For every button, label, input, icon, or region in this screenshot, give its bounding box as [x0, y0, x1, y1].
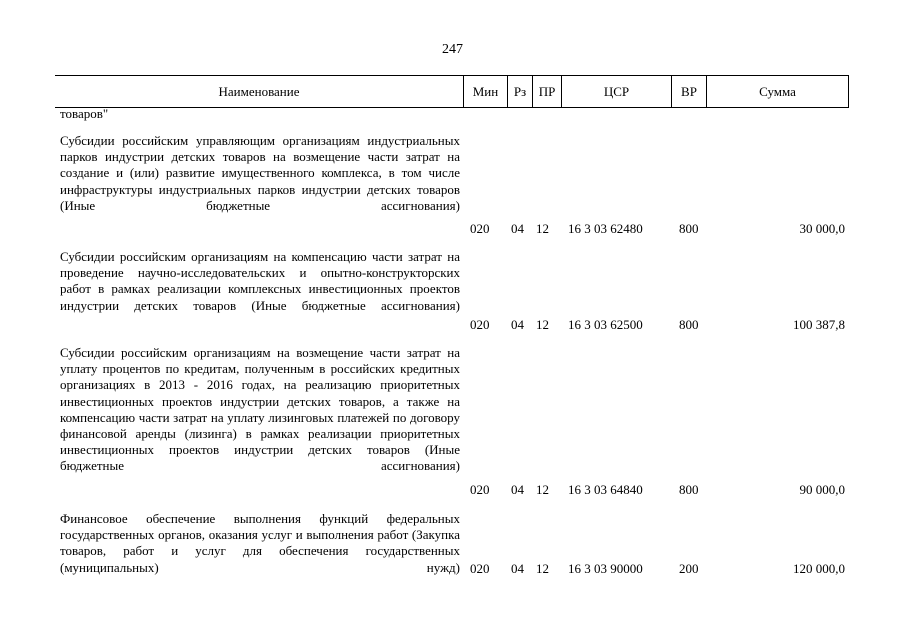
row-sum: 90 000,0	[799, 482, 845, 497]
header-name: Наименование	[218, 83, 300, 99]
row-min: 020	[470, 482, 490, 497]
row-rz: 04	[511, 221, 524, 236]
row-sum: 30 000,0	[799, 221, 845, 236]
row-vr: 800	[679, 482, 699, 497]
row-values	[0, 482, 905, 498]
row-min: 020	[470, 317, 490, 332]
row-vr: 800	[679, 221, 699, 236]
row-pr: 12	[536, 221, 549, 236]
row-rz: 04	[511, 317, 524, 332]
row-vr: 200	[679, 561, 699, 576]
header-sum: Сумма	[706, 76, 849, 107]
row-csr: 16 3 03 64840	[568, 482, 643, 497]
row-csr: 16 3 03 62480	[568, 221, 643, 236]
row-sum: 120 000,0	[793, 561, 845, 576]
row-name: Субсидии российским организациям на возмещение части затрат на уплату процентов по кредитам, полученным в российских кредитных организациях в 2013 - 2016 годах, на реализацию приоритетных инвестиционных проектов индустрии детских товаров, а также на компенсацию части затрат на уплату лизинговых платежей по договору финансовой аренды (лизинга) в рамках реализации приоритетных инвестиционных проектов индустрии детских товаров (Иные бюджетные ассигнования)	[60, 345, 460, 474]
row-pr: 12	[536, 482, 549, 497]
row-min: 020	[470, 561, 490, 576]
row-values	[0, 317, 905, 333]
row-name: Финансовое обеспечение выполнения функций федеральных государственных органов, оказания услуг и выполнения работ (Закупка товаров, работ и услуг для обеспечения государственных (муниципальных) нужд)	[60, 511, 460, 575]
row-sum: 100 387,8	[793, 317, 845, 332]
row-pr: 12	[536, 317, 549, 332]
header-pr: ПР	[532, 76, 561, 107]
row-pr: 12	[536, 561, 549, 576]
row-values	[0, 561, 905, 577]
header-vr: ВР	[671, 76, 706, 107]
row-values	[0, 221, 905, 237]
page-number: 247	[442, 42, 463, 57]
row-min: 020	[470, 221, 490, 236]
table-header	[55, 75, 849, 108]
header-csr: ЦСР	[561, 76, 671, 107]
row-vr: 800	[679, 317, 699, 332]
row-rz: 04	[511, 561, 524, 576]
row-rz: 04	[511, 482, 524, 497]
row-name: Субсидии российским организациям на компенсацию части затрат на проведение научно-исследовательских и опытно-конструкторских работ в рамках реализации комплексных инвестиционных проектов индустрии детских товаров (Иные бюджетные ассигнования)	[60, 249, 460, 313]
row-name: Субсидии российским управляющим организациям индустриальных парков индустрии детских товаров на возмещение части затрат на создание и (или) развитие имущественного комплекса, в том числе инфраструктуры индустриальных парков индустрии детских товаров (Иные бюджетные ассигнования)	[60, 133, 460, 213]
row-csr: 16 3 03 90000	[568, 561, 643, 576]
row-csr: 16 3 03 62500	[568, 317, 643, 332]
header-min: Мин	[463, 76, 507, 107]
continuation-text: товаров"	[60, 106, 109, 121]
header-rz: Рз	[507, 76, 532, 107]
budget-table	[55, 75, 849, 108]
